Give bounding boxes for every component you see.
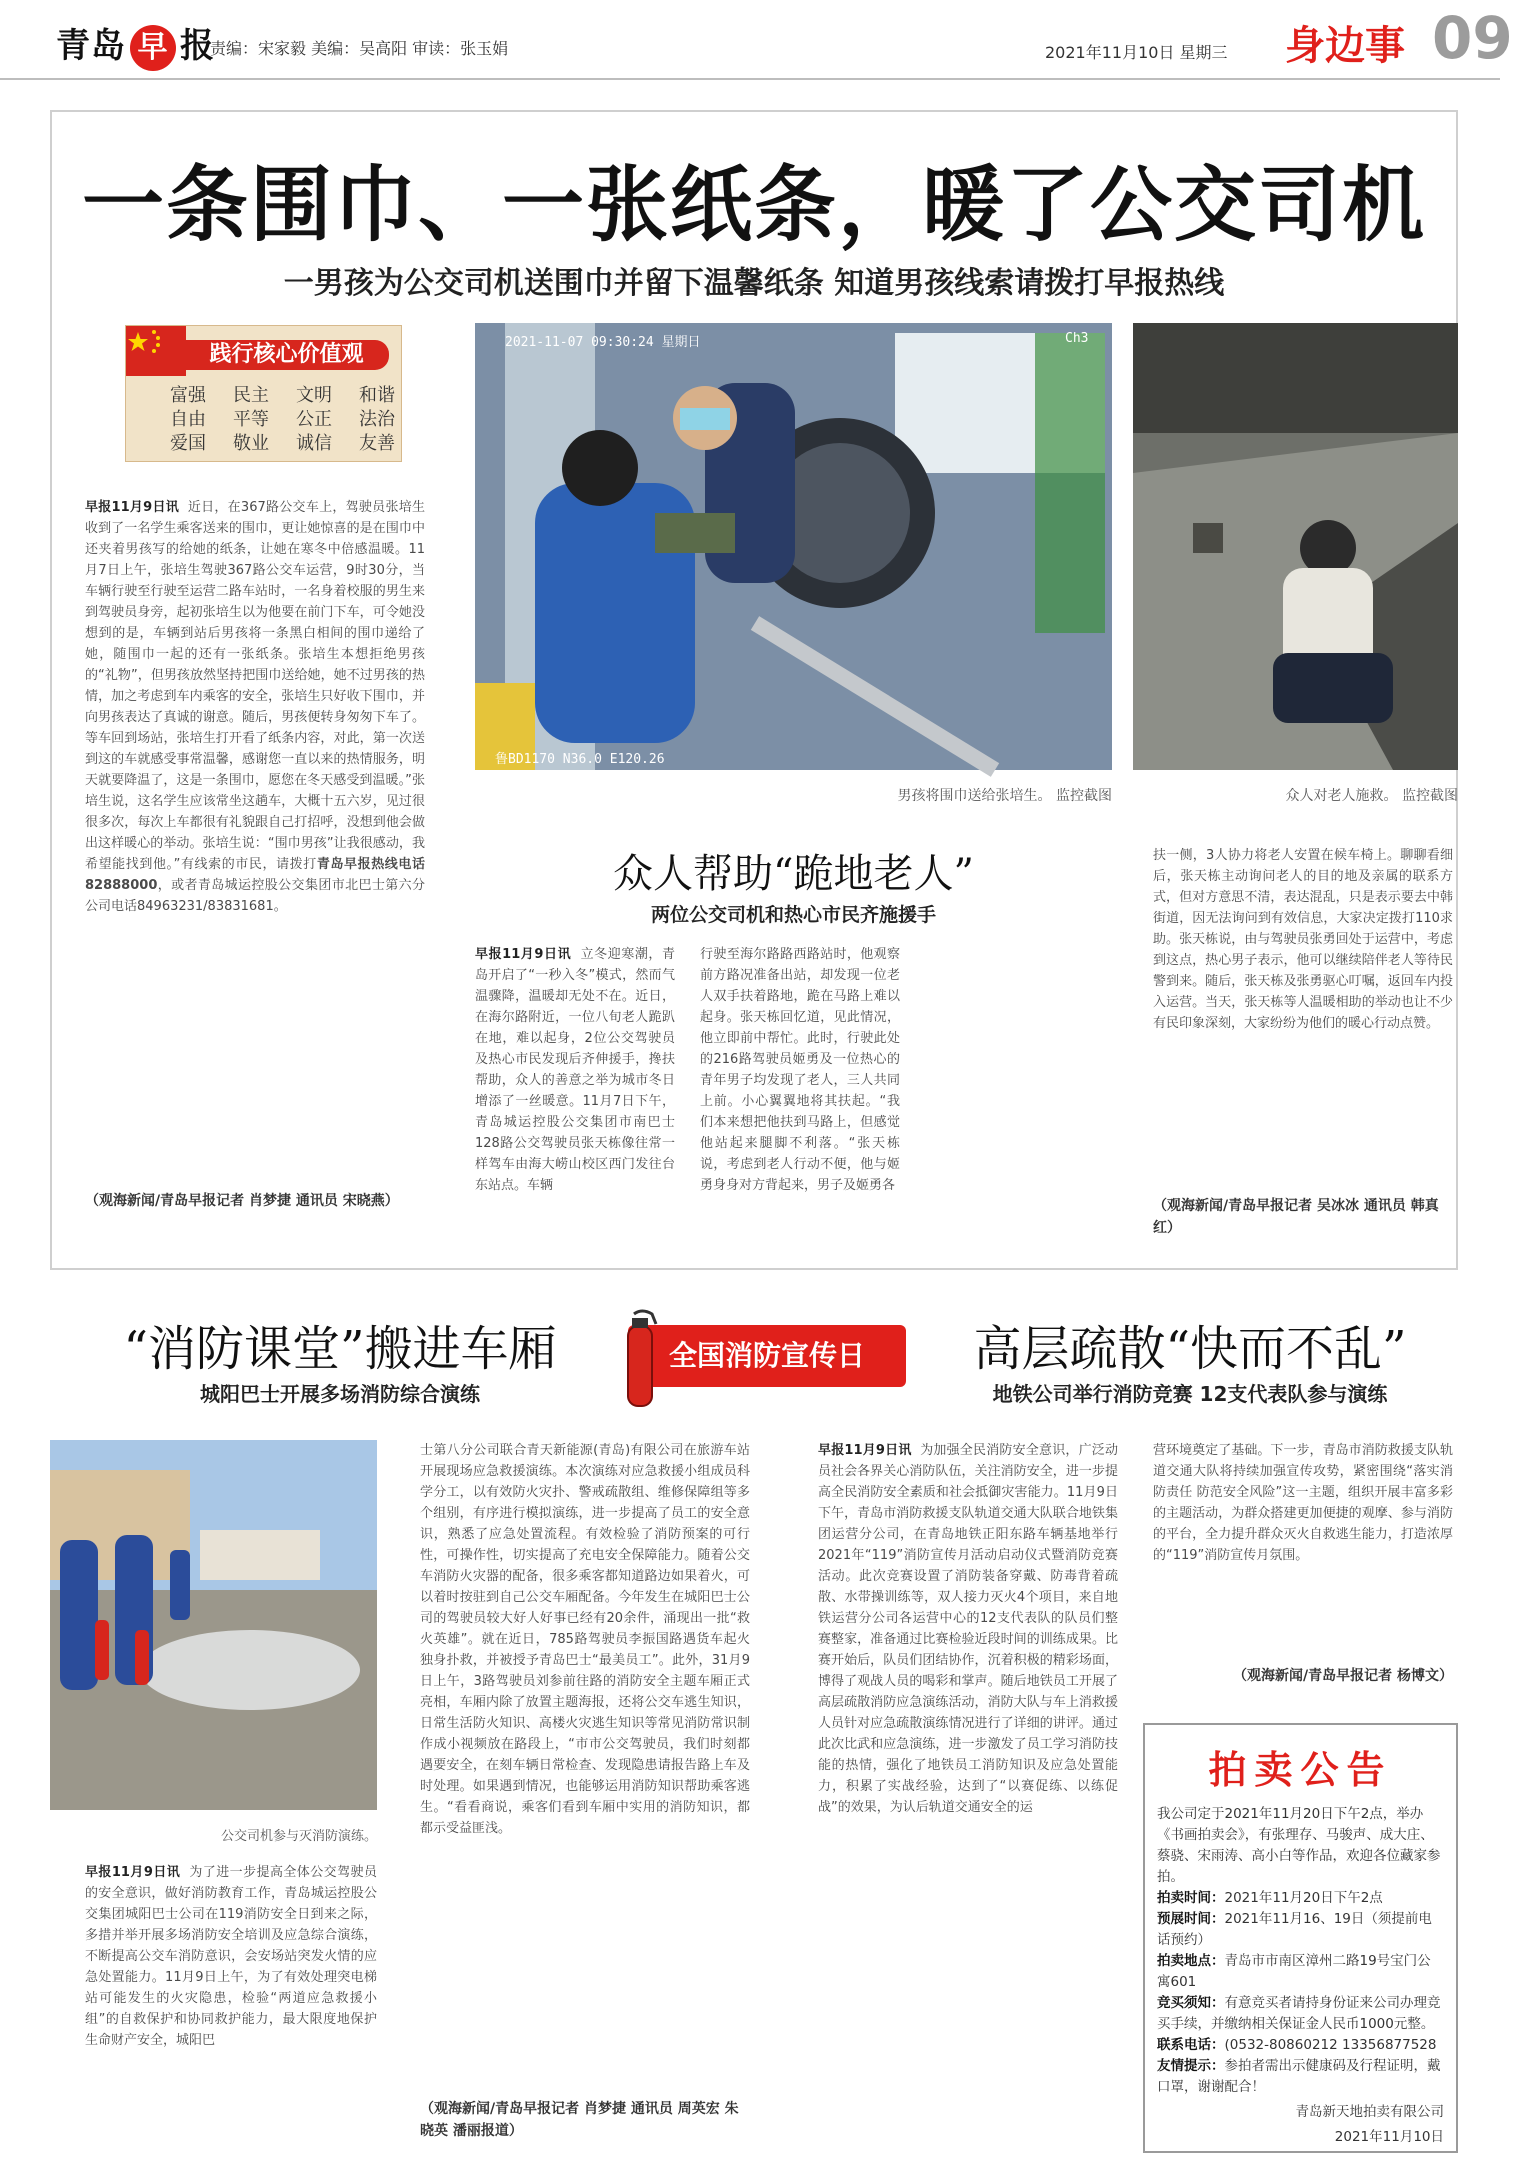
auction-title: 拍卖公告 bbox=[1208, 1747, 1393, 1792]
story1-text: 近日，在367路公交车上，驾驶员张培生收到了一名学生乘客送来的围巾，更让她惊喜的是在围巾中还夹着男孩写的给她的纸条，让她在寒冬中倍感温暖。11月7日上午，张培生驾驶367路公交车运营，9时30分，当车辆行驶至行驶至运营二路车站时，一名身着校服的男生来到驾驶员身旁，起初张培生以为他要在前门下车，可令她没想到的是，车辆到站后男孩将一条黑白相间的围巾递给了她，随围巾一起的还有一张纸条。张培生本想拒绝男孩的“礼物”，但男孩放然坚持把围巾送给她，她不过男孩的热情，加之考虑到车内乘客的安全，张培生只好收下围巾，并向男孩表达了真诚的谢意。随后，男孩便转身匆匆下车了。等车回到场站，张培生打开看了纸条内容，对此，第一次送到这的车就感受事常温馨，感谢您一直以来的热情服务，明天就要降温了，这是一条围巾，愿您在冬天感受到温暖。”张培生说，这名学生应该常坐这趟车，大概十五六岁，见过很很多次，每次上车都很有礼貌跟自己打招呼，没想到他会做出这样暖心的举动。张培生说：“围巾男孩”让我很感动，我希望能找到他。”有线索的市民，请拨打 bbox=[85, 500, 425, 872]
story2-column-3 bbox=[1153, 845, 1453, 1190]
core-values-title: 践行核心价值观 bbox=[184, 340, 389, 370]
auction-detail-row: 预展时间：2021年11月16、19日（须提前电话预约） bbox=[1157, 1911, 1432, 1948]
fire-drill-caption: 公交司机参与灭消防演练。 bbox=[220, 1829, 377, 1844]
fire-right-column-1 bbox=[818, 1440, 1118, 2155]
story2-subhead: 两位公交司机和热心市民齐施援手 bbox=[650, 904, 936, 926]
camera-info: 鲁BD1170 N36.0 E120.26 bbox=[495, 752, 665, 767]
fire-story-left-headline: “消防课堂”搬进车厢 bbox=[123, 1321, 557, 1377]
street-scene-illustration bbox=[1133, 323, 1458, 770]
section-title: 身边事 bbox=[1285, 23, 1405, 69]
fire-drill-photo bbox=[50, 1440, 377, 1810]
dateline: 早报11月9日讯 bbox=[818, 1443, 912, 1458]
national-flag-icon bbox=[126, 326, 186, 376]
story2-text-1: 立冬迎寒潮，青岛开启了“一秒入冬”模式，然而气温骤降，温暖却无处不在。近日，在海尔路附近，一位八旬老人跪趴在地，难以起身，2位公交驾驶员及热心市民发现后齐伸援手，搀扶帮助，众人的善意之举为城市冬日增添了一丝暖意。11月7日下午，青岛城运控股公交集团市南巴士128路公交驾驶员张天栋像往常一样驾车由海大崂山校区西门发往台东站点。车辆 bbox=[475, 947, 675, 1193]
values-row: 爱国 敬业 诚信 友善 bbox=[170, 433, 395, 454]
core-values-badge bbox=[125, 325, 402, 462]
fire-left-text-2: 士第八分公司联合青天新能源(青岛)有限公司在旅游车站开展现场应急救援演练。本次演练对应急救援小组成员科学分工，以有效防火灾扑、警戒疏散组、维修保障组等多个组别，有序进行模拟演练，进一步提高了员工的安全意识，熟悉了应急处置流程。有效检验了消防预案的可行性，可操作性，切实提高了充电安全保障能力。随着公交车消防火灾器的配备，很多乘客都知道路边如果着火，可以着时按驻到自己公交车厢配备。今年发生在城阳巴士公司的驾驶员较大好人好事已经有20余件，涌现出一批“救火英雄”。就在近日，785路驾驶员李振国路遇货车起火独身扑救，并被授予青岛巴士“最美员工”。此外，31月9日上午，3路驾驶员刘参前往路的消防安全主题车厢正式亮相，车厢内除了放置主题海报，还将公交车逃生知识，日常生活防火知识、高楼火灾逃生知识等常见消防常识制作成小视频放在路段上，“市市公交驾驶员，我们时刻都遇要安全，在刻车辆日常检查、发现隐患请报告路上车及时处理。如果遇到情况，也能够运用消防知识帮助乘客逃生。“看看商说，乘客们看到车厢中实用的消防知识，都都示受益匪浅。 bbox=[420, 1443, 750, 1836]
story-headline: 一条围巾、一张纸条，暖了公交司机 bbox=[81, 157, 1426, 253]
dateline: 早报11月9日讯 bbox=[475, 947, 572, 962]
story2-column-2 bbox=[700, 944, 900, 1234]
publication-date: 2021年11月10日 星期三 bbox=[1045, 43, 1228, 62]
auction-company: 青岛新天地拍卖有限公司 bbox=[1295, 2104, 1444, 2120]
dateline: 早报11月9日讯 bbox=[85, 1865, 181, 1880]
fire-left-column-2 bbox=[420, 1440, 750, 2075]
story2-column-1 bbox=[475, 944, 675, 1234]
auction-detail-row: 拍卖地点：青岛市市南区漳州二路19号宝门公寓601 bbox=[1157, 1953, 1431, 1990]
auction-detail-row: 联系电话：(0532-80860212 13356877528 bbox=[1157, 2037, 1437, 2053]
newspaper-logo bbox=[56, 18, 215, 71]
fire-left-text-1: 为了进一步提高全体公交驾驶员的安全意识，做好消防教育工作，青岛城运控股公交集团城阳巴士公司在119消防安全日到来之际，多措并举开展多场消防安全培训及应急综合演练，不断提高公交车消防意识，会安场站突发火情的应急处置能力。11月9日上午，为了有效处理突电梯站可能发生的火灾隐患，检验“两道应急救援小组”的自救保护和协同救护能力，最大限度地保护生命财产安全，城阳巴 bbox=[85, 1865, 377, 2048]
story1-byline: （观海新闻/青岛早报记者 肖梦捷 通讯员 宋晓燕） bbox=[85, 1193, 399, 1209]
values-row: 富强 民主 文明 和谐 bbox=[170, 385, 395, 406]
auction-detail-row: 竞买须知：有意竞买者请持身份证来公司办理竞买手续，并缴纳相关保证金人民币1000元整。 bbox=[1157, 1995, 1441, 2032]
story2-headline: 众人帮助“跪地老人” bbox=[613, 851, 974, 897]
fire-story-right-headline: 高层疏散“快而不乱” bbox=[973, 1321, 1407, 1377]
story1-body bbox=[85, 497, 425, 1217]
logo-zao: 早 bbox=[130, 25, 176, 71]
auction-date: 2021年11月10日 bbox=[1334, 2129, 1444, 2145]
story2-byline: （观海新闻/青岛早报记者 吴冰冰 通讯员 韩真红） bbox=[1153, 1198, 1439, 1236]
auction-intro: 我公司定于2021年11月20日下午2点，举办《书画拍卖会》，有张理存、马骏声、成大庄、蔡骁、宋雨涛、高小白等作品，欢迎各位藏家参拍。 bbox=[1157, 1806, 1441, 1885]
page-number: 09 bbox=[1432, 4, 1513, 72]
story-subhead: 一男孩为公交司机送围巾并留下温馨纸条 知道男孩线索请拨打早报热线 bbox=[283, 266, 1225, 301]
fire-right-text-1: 为加强全民消防安全意识，广泛动员社会各界关心消防队伍，关注消防安全，进一步提高全民消防安全素质和社会抵御灾害能力。11月9日下午，青岛市消防救援支队轨道交通大队联合地铁集团运营分公司，在青岛地铁正阳东路车辆基地举行2021年“119”消防宣传月活动启动仪式暨消防竞赛活动。此次竞赛设置了消防装备穿戴、防毒背着疏散、水带操训练等，双人接力灭火4个项目，来自地铁运营分公司各运营中心的12支代表队的队员们整赛整家，准备通过比赛检验近段时间的训练成果。比赛开始后，队员们团结协作，沉着积极的精彩场面，博得了观战人员的喝彩和掌声。随后地铁员工开展了高层疏散消防应急演练活动，消防大队与车上消救援人员针对应急疏散演练情况进行了详细的讲评。通过此次比武和应急演练，进一步激发了员工学习消防技能的热情，强化了地铁员工消防知识及应急处置能力，积累了实战经验，达到了“以赛促练、以练促战”的效果，为认后轨道交通安全的运 bbox=[818, 1443, 1118, 1815]
story2-text-2: 行驶至海尔路路西路站时，他观察前方路况准备出站，却发现一位老人双手扶着路地，跪在马路上难以起身。张天栋回忆道，见此情况，他立即前中帮忙。此时，行驶此处的216路驾驶员姬勇及一位热心的青年男子均发现了老人，三人共同上前。小心翼翼地将其扶起。“我们本来想把他扶到马路上，但感觉他站起来腿脚不利落。“张天栋说，考虑到老人行动不便，他与姬勇身身对方背起来，男子及姬勇各 bbox=[700, 947, 900, 1193]
fire-story-right-subhead: 地铁公司举行消防竞赛 12支代表队参与演练 bbox=[992, 1382, 1388, 1406]
auction-detail-row: 友情提示：参拍者需出示健康码及行程证明，戴口罩，谢谢配合！ bbox=[1157, 2058, 1441, 2095]
values-row: 自由 平等 公正 法治 bbox=[170, 409, 395, 430]
core-values-grid bbox=[170, 384, 395, 456]
fire-story-left-subhead: 城阳巴士开展多场消防综合演练 bbox=[200, 1382, 480, 1406]
logo-bao: 报 bbox=[180, 26, 215, 66]
story1-text-tail: ，或者青岛城运控股公交集团市北巴士第六分公司电话84963231/83831681。 bbox=[85, 878, 425, 914]
street-photo-caption: 众人对老人施救。 监控截图 bbox=[1285, 788, 1458, 804]
editor-credits: 责编：宋家毅 美编：吴高阳 审读：张玉娟 bbox=[210, 39, 509, 58]
fire-drill-illustration bbox=[50, 1440, 377, 1810]
fire-extinguisher-icon bbox=[622, 1308, 662, 1408]
camera-channel: Ch3 bbox=[1065, 331, 1089, 346]
street-surveillance-photo bbox=[1133, 323, 1458, 770]
auction-notice bbox=[1143, 1723, 1458, 2153]
fire-left-byline: （观海新闻/青岛早报记者 肖梦捷 通讯员 周英宏 朱晓英 潘丽报道） bbox=[420, 2101, 739, 2139]
fire-right-column-2 bbox=[1153, 1440, 1453, 1660]
camera-timestamp: 2021-11-07 09:30:24 星期日 bbox=[505, 335, 701, 350]
bus-photo-caption: 男孩将围巾送给张培生。 监控截图 bbox=[897, 788, 1112, 804]
fire-right-byline: （观海新闻/青岛早报记者 杨博文） bbox=[1233, 1668, 1453, 1684]
logo-city: 青岛 bbox=[56, 26, 126, 66]
auction-detail-row: 拍卖时间：2021年11月20日下午2点 bbox=[1157, 1890, 1383, 1906]
hotline-number: 青岛早报热线电话82888000 bbox=[85, 857, 425, 893]
dateline: 早报11月9日讯 bbox=[85, 500, 180, 515]
story2-text-3: 扶一侧，3人协力将老人安置在候车椅上。聊聊看细后，张天栋主动询问老人的目的地及亲属的联系方式，但对方意思不清，表达混乱，只是表示要去中韩街道，因无法询问到有效信息，大家决定拨打110求助。张天栋说，由与驾驶员张勇回处于运营中，考虑到这点，热心男子表示，他可以继续陪伴老人等待民警到来。随后，张天栋及张勇驱心叮嘱，返回车内投入运营。当天，张天栋等人温暖相助的举动也让不少有民印象深刻，大家纷纷为他们的暖心行动点赞。 bbox=[1153, 848, 1453, 1031]
bus-surveillance-photo bbox=[475, 323, 1112, 770]
fire-left-column-1 bbox=[85, 1862, 377, 2152]
fire-right-text-2: 营环境奠定了基础。下一步，青岛市消防救援支队轨道交通大队将持续加强宣传攻势，紧密围绕“落实消防责任 防范安全风险”这一主题，组织开展丰富多彩的主题活动，为群众搭建更加便捷的观摩、参与消防的平台，全力提升群众灭火自救逃生能力，打造浓厚的“119”消防宣传月氛围。 bbox=[1153, 1443, 1453, 1563]
fire-day-banner: 全国消防宣传日 bbox=[628, 1325, 906, 1387]
bus-scene-illustration bbox=[475, 323, 1112, 770]
